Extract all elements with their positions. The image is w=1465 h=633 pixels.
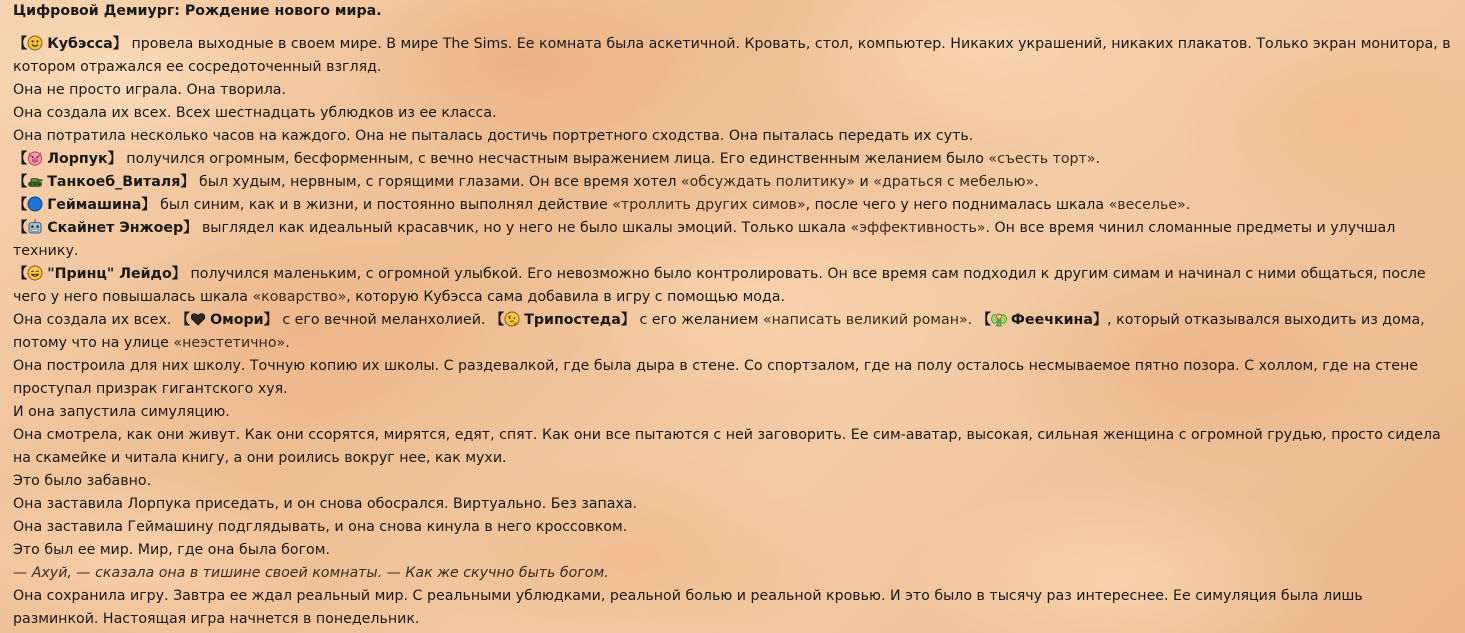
open-bracket: 【: [13, 220, 28, 236]
quoted-text: «эффективность»: [850, 220, 986, 236]
paragraph: И она запустила симуляцию.: [13, 404, 230, 420]
open-bracket: 【: [13, 197, 28, 213]
quoted-text: «коварство»: [252, 289, 347, 305]
open-bracket: 【: [976, 312, 991, 328]
character-name: Лорпук: [47, 151, 108, 167]
paragraph: Она заставила Геймашину подглядывать, и она снова кинула в него кроссовком.: [13, 519, 628, 535]
character-name: Геймашина: [47, 197, 142, 213]
paragraph-text: и: [859, 174, 869, 190]
character-tag-vitalya: [13, 174, 195, 190]
close-bracket: 】: [107, 151, 122, 167]
paragraph-text: , после чего у него поднималась шкала: [805, 197, 1105, 213]
thinking-face-icon: [504, 311, 520, 327]
paragraph-lorpuk: [13, 148, 1451, 171]
close-bracket: 】: [112, 36, 127, 52]
character-name: Феечкина: [1010, 312, 1093, 328]
smiley-face-icon: [27, 35, 43, 51]
close-bracket: 】: [171, 266, 186, 282]
paragraph: Она построила для них школу. Точную копию их школы. С раздевалкой, где была дыра в стене. Со спортзалом, где на полу осталось несмываемое пятно позора. С холлом, где на стене проступал призрак гигантского хуя.: [13, 358, 1418, 397]
paragraph-kubessa: [13, 33, 1451, 79]
paragraph-text: Она создала их всех.: [13, 312, 172, 328]
tank-icon: [27, 173, 43, 189]
paragraph: Это был ее мир. Мир, где она была богом.: [13, 542, 330, 558]
pig-face-icon: [27, 150, 43, 166]
robot-face-icon: [27, 219, 43, 235]
quoted-text: «драться с мебелью»: [873, 174, 1035, 190]
open-bracket: 【: [13, 266, 28, 282]
close-bracket: 】: [180, 174, 195, 190]
paragraph-text: .: [1034, 174, 1039, 190]
close-bracket: 】: [620, 312, 636, 328]
paragraph-others: [13, 309, 1451, 355]
character-name: Танкоеб_Виталя: [47, 174, 181, 190]
paragraph-text: . Он все время чинил сломанные предметы и улучшал технику.: [13, 220, 1396, 259]
paragraph-text: с его желанием: [639, 312, 759, 328]
paragraph-text: с его вечной меланхолией.: [282, 312, 486, 328]
paragraph: Она создала их всех. Всех шестнадцать ублюдков из ее класса.: [13, 105, 497, 121]
character-name: Скайнет Энжоер: [47, 220, 184, 236]
dialogue-line: — Ахуй, — сказала она в тишине своей комнаты. — Как же скучно быть богом.: [13, 565, 609, 581]
close-bracket: 】: [183, 220, 198, 236]
paragraph-text: , которую Кубэсса сама добавила в игру с помощью мода.: [346, 289, 785, 305]
paragraph-text: , который отказывался выходить из дома, потому что на улице: [13, 312, 1425, 351]
paragraph: Она потратила несколько часов на каждого. Она не пыталась достичь портретного сходства. Она пыталась передать их суть.: [13, 128, 974, 144]
paragraph-text: был синим, как и в жизни, и постоянно выполнял действие: [160, 197, 608, 213]
character-tag-lorpuk: [13, 151, 122, 167]
paragraph-text: .: [285, 335, 290, 351]
character-tag-kubessa: [13, 36, 127, 52]
paragraph: Это было забавно.: [13, 473, 152, 489]
open-bracket: 【: [175, 312, 191, 328]
character-tag-geimashina: [13, 197, 156, 213]
paragraph-text: был худым, нервным, с горящими глазами. Он все время хотел: [199, 174, 677, 190]
paragraph: Она заставила Лорпука приседать, и он снова обосрался. Виртуально. Без запаха.: [13, 496, 638, 512]
open-bracket: 【: [13, 36, 28, 52]
paragraph-text: получился маленьким, с огромной улыбкой. Его невозможно было контролировать. Он все время сам подходил к другим симам и начинал с ними общаться, после чего у него повышалась шкала: [13, 266, 1426, 305]
black-heart-icon: [190, 311, 206, 327]
open-bracket: 【: [13, 151, 28, 167]
character-name: Трипостеда: [524, 312, 621, 328]
close-bracket: 】: [141, 197, 156, 213]
paragraph: Она не просто играла. Она творила.: [13, 82, 286, 98]
paragraph-vitalya: [13, 171, 1451, 194]
character-tag-skynet: [13, 220, 197, 236]
open-bracket: 【: [13, 174, 28, 190]
character-tag-omori: [176, 312, 278, 328]
paragraph-text: провела выходные в своем мире. В мире The Sims. Ее комната была аскетичной. Кровать, стол, компьютер. Никаких украшений, никаких плакатов. Только экран монитора, в котором отражался ее сосредоточенный взгляд.: [13, 36, 1451, 75]
smiling-face-icon: [27, 265, 43, 281]
story-title: Цифровой Демиург: Рождение нового мира.: [13, 3, 382, 19]
fairy-icon: [991, 311, 1007, 327]
paragraph-text: .: [1095, 151, 1100, 167]
open-bracket: 【: [489, 312, 505, 328]
paragraph: Она смотрела, как они живут. Как они ссорятся, мирятся, едят, спят. Как они все пытаются с ней заговорить. Ее сим-аватар, высокая, сильная женщина с огромной грудью, просто сидела на скамейке и читала книгу, а они роились вокруг нее, как мухи.: [13, 427, 1441, 466]
blue-circle-icon: [27, 196, 43, 212]
character-tag-triposteda: [490, 312, 635, 328]
quoted-text: «написать великий роман»: [762, 312, 968, 328]
paragraph: Она сохранила игру. Завтра ее ждал реальный мир. С реальными ублюдками, реальной болью и реальной кровью. И это было в тысячу раз интереснее. Ее симуляция была лишь разминкой. Настоящая игра начнется в понедельник.: [13, 588, 1363, 627]
paragraph-leido: [13, 263, 1451, 309]
paragraph-text: выглядел как идеальный красавчик, но у него не было шкалы эмоций. Только шкала: [201, 220, 847, 236]
paragraph-skynet: [13, 217, 1451, 263]
close-bracket: 】: [263, 312, 278, 328]
close-bracket: 】: [1092, 312, 1108, 328]
paragraph-geimashina: [13, 194, 1451, 217]
quoted-text: «веселье»: [1108, 197, 1186, 213]
quoted-text: «неэстетично»: [173, 335, 286, 351]
character-tag-leido: [13, 266, 186, 282]
character-name: "Принц" Лейдо: [47, 266, 172, 282]
quoted-text: «троллить других симов»: [612, 197, 806, 213]
character-name: Кубэсса: [47, 36, 113, 52]
paragraph-text: получился огромным, бесформенным, с вечно несчастным выражением лица. Его единственным желанием было: [126, 151, 984, 167]
paragraph-text: .: [967, 312, 973, 328]
quoted-text: «съесть торт»: [988, 151, 1096, 167]
paragraph-text: .: [1185, 197, 1191, 213]
character-name: Омори: [210, 312, 264, 328]
character-tag-feechkina: [977, 312, 1107, 328]
quoted-text: «обсуждать политику»: [680, 174, 856, 190]
